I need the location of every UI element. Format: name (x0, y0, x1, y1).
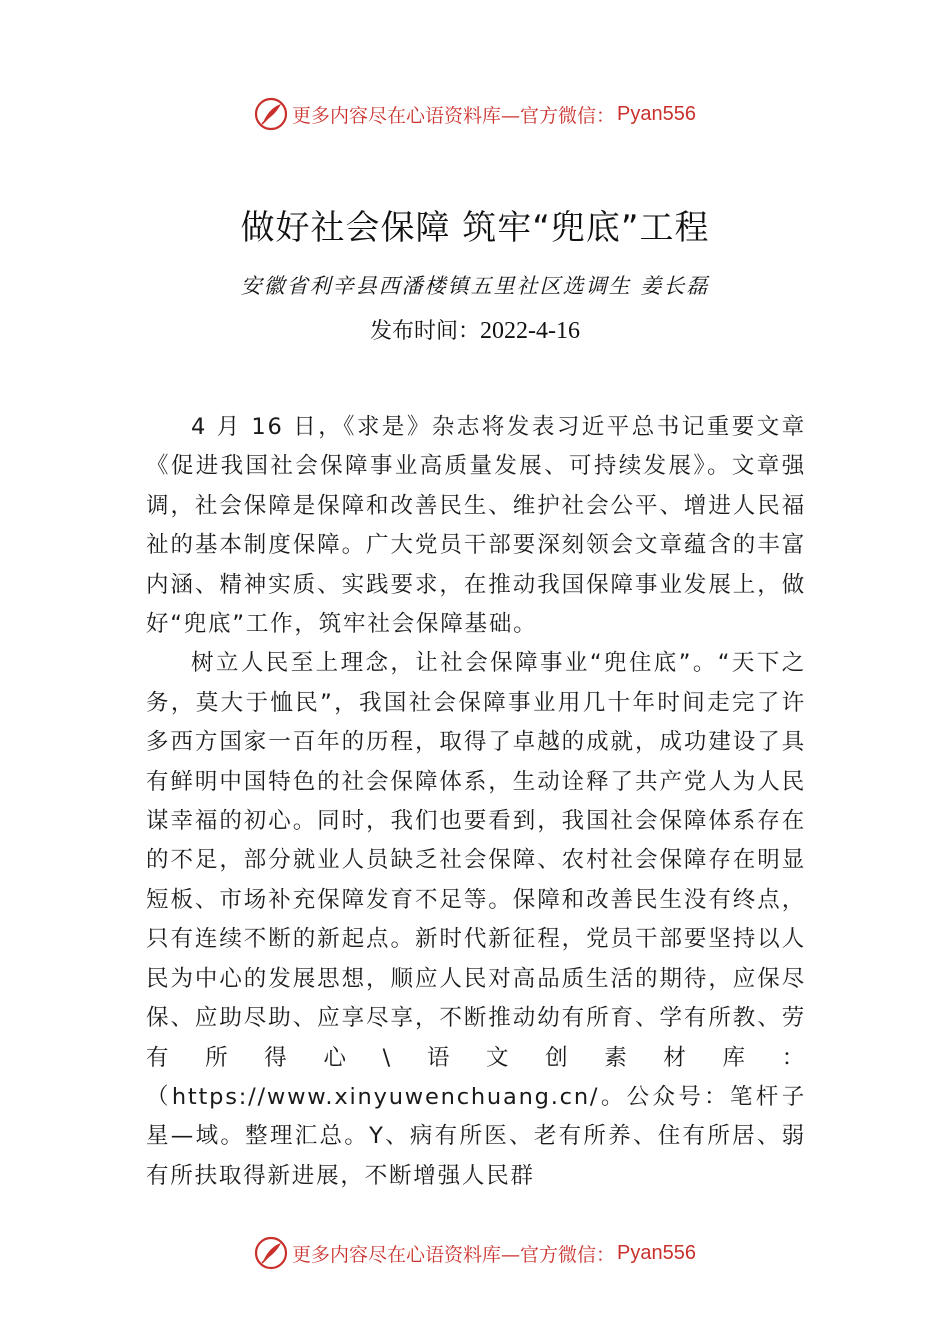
wechat-id: Pyan556 (617, 1241, 696, 1264)
date-label: 发布时间： (370, 319, 481, 344)
article-body (146, 408, 806, 1196)
article-author: 安徽省利辛县西潘楼镇五里社区选调生 姜长磊 (240, 274, 710, 298)
date-value: 2022-4-16 (480, 318, 580, 344)
paragraph: 树立人民至上理念，让社会保障事业“兜住底”。“天下之务，莫大于恤民”，我国社会保障事业用几十年时间走完了许多西方国家一百年的历程，取得了卓越的成就，成功建设了具有鲜明中国特色的社会保障体系，生动诠释了共产党人为人民谋幸福的初心。同时，我们也要看到，我国社会保障体系存在的不足，部分就业人员缺乏社会保障、农村社会保障存在明显短板、市场补充保障发育不足等。保障和改善民生没有终点，只有连续不断的新起点。新时代新征程，党员干部要坚持以人民为中心的发展思想，顺应人民对高品质生活的期待，应保尽保、应助尽助、应享尽享，不断推动幼有所育、学有所教、劳有所得心\语文创素材库：（https://www.xinyuwenchuang.cn/。公众号：笔杆子星—域。整理汇总。Y、病有所医、老有所养、住有所居、弱有所扶取得新进展，不断增强人民群 (146, 650, 806, 1189)
banner-text: 更多内容尽在心语资料库—官方微信： (292, 104, 616, 127)
footer-banner (0, 1233, 950, 1273)
feather-logo-icon (254, 1236, 288, 1270)
banner-text: 更多内容尽在心语资料库—官方微信： (292, 1243, 616, 1266)
header-banner (0, 94, 950, 134)
paragraph: 4 月 16 日，《求是》杂志将发表习近平总书记重要文章《促进我国社会保障事业高质量发展、可持续发展》。文章强调，社会保障是保障和改善民生、维护社会公平、增进人民福祉的基本制度保障。广大党员干部要深刻领会文章蕴含的丰富内涵、精神实质、实践要求，在推动我国保障事业发展上，做好“兜底”工作，筑牢社会保障基础。 (146, 414, 806, 638)
publish-date (0, 314, 950, 345)
feather-logo-icon (254, 97, 288, 131)
article-title: 做好社会保障 筑牢“兜底”工程 (240, 208, 710, 248)
wechat-id: Pyan556 (617, 102, 696, 125)
